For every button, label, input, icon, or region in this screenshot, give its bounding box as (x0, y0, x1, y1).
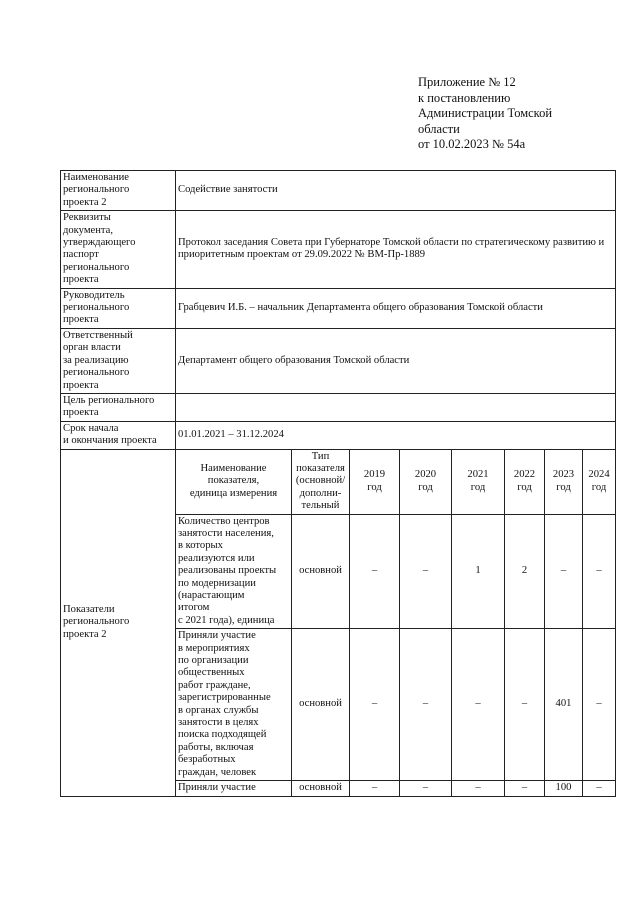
row-authority (61, 328, 616, 393)
indicators-header-row (61, 449, 616, 514)
indicator-value: – (583, 514, 616, 629)
indicator-value: – (350, 629, 400, 781)
appendix-line: области (418, 121, 460, 136)
indicator-value: – (505, 629, 545, 781)
appendix-header (418, 75, 552, 153)
year-header: 2020 год (400, 449, 452, 514)
indicator-value: – (452, 629, 505, 781)
indicator-value: – (350, 781, 400, 796)
term-label: Срок начала и окончания проекта (61, 421, 176, 449)
indicator-value: – (400, 514, 452, 629)
indicator-value: – (400, 781, 452, 796)
head-label: Руководитель регионального проекта (61, 288, 176, 328)
year-header: 2024 год (583, 449, 616, 514)
indicator-value: – (505, 781, 545, 796)
year-header: 2023 год (545, 449, 583, 514)
indicators-label: Показатели регионального проекта 2 (61, 449, 176, 796)
row-document (61, 211, 616, 288)
goal-value (176, 393, 616, 421)
row-goal (61, 393, 616, 421)
document-value: Протокол заседания Совета при Губернаторе Томской области по стратегическому развитию и приоритетным проектам от 29.09.2022 № ВМ-Пр-1889 (176, 211, 616, 288)
indicator-value: 100 (545, 781, 583, 796)
appendix-line: Приложение № 12 (418, 75, 516, 89)
indicator-name: Приняли участие в мероприятиях по организации общественных работ граждане, зарегистрированные в органах службы занятости в целях поиска подходящей работы, включая безработных граждан, человек (176, 629, 292, 781)
indicator-value: – (350, 514, 400, 629)
indicator-name: Количество центров занятости населения, в которых реализуются или реализованы проекты по модернизации (нарастающим итогом с 2021 года), единица (176, 514, 292, 629)
indicator-value: – (452, 781, 505, 796)
year-header: 2019 год (350, 449, 400, 514)
project-name-value: Содействие занятости (176, 171, 616, 211)
indicator-name-header: Наименование показателя, единица измерения (176, 449, 292, 514)
appendix-line: Администрации Томской (418, 106, 553, 120)
goal-label: Цель регионального проекта (61, 393, 176, 421)
year-header: 2021 год (452, 449, 505, 514)
indicator-type: основной (292, 629, 350, 781)
indicator-value: 2 (505, 514, 545, 629)
term-value: 01.01.2021 – 31.12.2024 (176, 421, 616, 449)
authority-value: Департамент общего образования Томской области (176, 328, 616, 393)
indicator-value: – (583, 781, 616, 796)
project-name-label: Наименование регионального проекта 2 (61, 171, 176, 211)
row-project-name (61, 171, 616, 211)
indicator-name: Приняли участие (176, 781, 292, 796)
appendix-line: к постановлению (418, 90, 511, 105)
head-value: Грабцевич И.Б. – начальник Департамента общего образования Томской области (176, 288, 616, 328)
project-passport-table (60, 170, 616, 797)
indicator-value: 1 (452, 514, 505, 629)
year-header: 2022 год (505, 449, 545, 514)
indicator-value: – (400, 629, 452, 781)
row-head (61, 288, 616, 328)
indicator-value: – (583, 629, 616, 781)
indicator-value: 401 (545, 629, 583, 781)
appendix-line: от 10.02.2023 № 54а (418, 137, 526, 151)
document-label: Реквизиты документа, утверждающего паспорт регионального проекта (61, 211, 176, 288)
authority-label: Ответственный орган власти за реализацию регионального проекта (61, 328, 176, 393)
indicator-type: основной (292, 781, 350, 796)
row-term (61, 421, 616, 449)
indicator-value: – (545, 514, 583, 629)
indicator-type: основной (292, 514, 350, 629)
indicator-type-header: Тип показателя (основной/ дополни- тельный (292, 449, 350, 514)
